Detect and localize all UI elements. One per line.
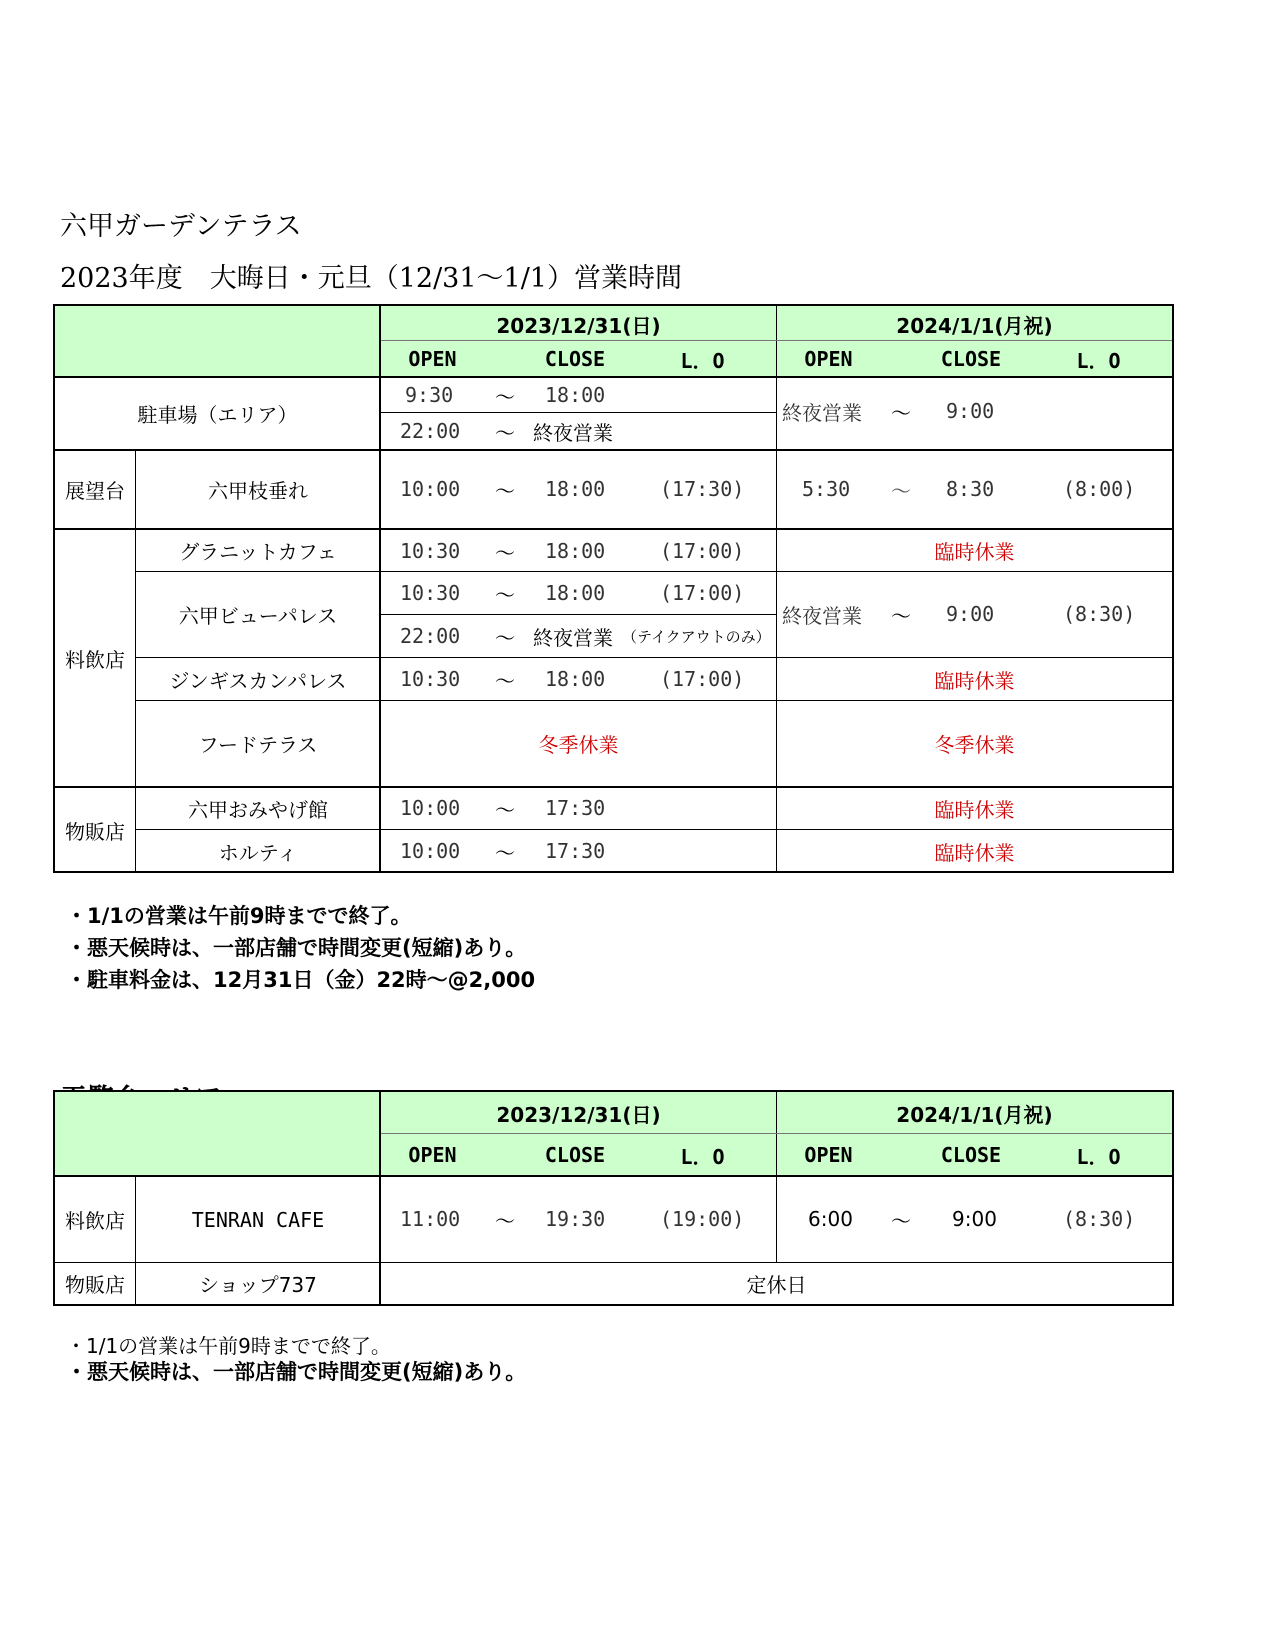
tilde: ～ — [495, 625, 515, 650]
border — [53, 1262, 1174, 1263]
lo-time: (17:00) — [660, 581, 745, 605]
col-open: OPEN — [804, 347, 853, 371]
store-name: 六甲おみやげ館 — [188, 798, 328, 822]
store-name: ショップ737 — [199, 1273, 317, 1297]
lo-time: (17:00) — [660, 539, 745, 563]
category-shops: 物販店 — [65, 819, 125, 844]
store-name: TENRAN CAFE — [191, 1207, 325, 1232]
category-food: 料飲店 — [65, 647, 125, 672]
tilde: ～ — [495, 582, 515, 607]
tilde: ～ — [495, 668, 515, 693]
open-time: 終夜営業 — [782, 603, 862, 628]
note-line: ・駐車料金は、12月31日（金）22時～@2,000 — [66, 968, 536, 992]
date-header-0101: 2024/1/1(月祝) — [896, 313, 1053, 338]
open-time: 11:00 — [400, 1207, 461, 1231]
store-name: フードテラス — [198, 733, 318, 757]
closed-status: 臨時休業 — [934, 668, 1015, 693]
border — [135, 700, 1174, 701]
tilde: ～ — [891, 478, 911, 503]
close-time: 19:30 — [545, 1207, 606, 1231]
parking-d1-open-1: 9:30 — [405, 383, 454, 407]
open-time: 10:30 — [400, 667, 461, 691]
close-time: 9:00 — [946, 602, 995, 626]
note-line: ・1/1の営業は午前9時までで終了。 — [66, 1334, 391, 1358]
col-close: CLOSE — [940, 1143, 1002, 1167]
parking-d2-open: 終夜営業 — [782, 400, 862, 425]
tilde: ～ — [495, 840, 515, 865]
store-name: グラニットカフェ — [179, 540, 337, 564]
closed-status: 臨時休業 — [934, 840, 1015, 865]
store-name: 六甲ビューパレス — [178, 604, 338, 628]
border — [135, 571, 1174, 572]
open-time: 10:30 — [400, 581, 461, 605]
border — [53, 871, 1174, 873]
close-time: 17:30 — [545, 796, 606, 820]
col-close: CLOSE — [544, 1143, 606, 1167]
store-name: ジンギスカンパレス — [169, 668, 347, 693]
border — [135, 449, 136, 873]
regular-holiday: 定休日 — [746, 1273, 807, 1297]
parking-d1-close-1: 18:00 — [545, 383, 606, 407]
category-observatory: 展望台 — [65, 479, 125, 503]
divider — [381, 340, 1172, 341]
border — [381, 614, 776, 615]
parking-d2-close: 9:00 — [946, 399, 995, 423]
tilde: ～ — [495, 384, 515, 409]
close-time: 18:00 — [545, 477, 606, 501]
divider — [381, 1133, 1172, 1134]
page-title: 六甲ガーデンテラス — [60, 211, 302, 242]
border — [53, 449, 1174, 451]
close-time: 18:00 — [545, 539, 606, 563]
tilde: ～ — [495, 540, 515, 565]
parking-d1-open-2: 22:00 — [400, 419, 461, 443]
border — [53, 376, 1174, 378]
page-subtitle: 2023年度 大晦日・元旦（12/31～1/1）営業時間 — [60, 263, 682, 294]
open-time: 5:30 — [802, 477, 851, 501]
col-open: OPEN — [804, 1143, 853, 1167]
border — [135, 657, 1174, 658]
open-time: 10:00 — [400, 796, 461, 820]
closed-status: 臨時休業 — [934, 540, 1015, 564]
close-time: 18:00 — [545, 581, 606, 605]
border — [379, 1090, 381, 1306]
close-time: 8:30 — [946, 477, 995, 501]
open-time: 6:00 — [808, 1207, 853, 1231]
store-name: 六甲枝垂れ — [208, 479, 308, 503]
open-time: 10:30 — [400, 539, 461, 563]
tilde: ～ — [495, 478, 515, 503]
border — [381, 412, 776, 413]
lo-time: (19:00) — [660, 1207, 745, 1231]
closed-status: 冬季休業 — [934, 733, 1015, 757]
col-close: CLOSE — [940, 347, 1002, 371]
col-lo: L．O — [680, 348, 725, 373]
border — [53, 528, 1174, 530]
takeout-note: （テイクアウトのみ） — [622, 627, 771, 646]
tilde: ～ — [891, 1208, 911, 1233]
lo-time: (17:00) — [660, 667, 745, 691]
border — [53, 786, 1174, 788]
closed-status: 冬季休業 — [538, 733, 619, 757]
date-header-1231: 2023/12/31(日) — [496, 313, 661, 338]
open-time: 10:00 — [400, 477, 461, 501]
note-line: ・悪天候時は、一部店舗で時間変更(短縮)あり。 — [66, 936, 527, 960]
tilde: ～ — [891, 603, 911, 628]
closed-status: 臨時休業 — [934, 798, 1015, 822]
store-name: ホルティ — [218, 840, 298, 865]
category-food: 料飲店 — [65, 1209, 125, 1233]
tilde: ～ — [495, 1208, 515, 1233]
border — [53, 1175, 1174, 1177]
lo-time: (8:30) — [1063, 602, 1136, 626]
col-lo: L．O — [680, 1144, 725, 1169]
open-time: 22:00 — [400, 624, 461, 648]
border — [53, 304, 1174, 306]
parking-label: 駐車場（エリア） — [137, 403, 298, 427]
date-header-1231: 2023/12/31(日) — [496, 1102, 661, 1127]
note-line: ・悪天候時は、一部店舗で時間変更(短縮)あり。 — [66, 1360, 527, 1384]
open-time: 10:00 — [400, 839, 461, 863]
border — [135, 829, 1174, 830]
col-open: OPEN — [408, 1143, 457, 1167]
lo-time: (17:30) — [660, 477, 745, 501]
note-line: ・1/1の営業は午前9時までで終了。 — [66, 904, 412, 928]
close-time: 9:00 — [952, 1207, 997, 1231]
border — [53, 1090, 55, 1306]
category-shops: 物販店 — [65, 1273, 125, 1297]
col-lo: L．O — [1076, 1144, 1121, 1169]
border — [53, 1304, 1174, 1306]
close-time: 18:00 — [545, 667, 606, 691]
close-time: 17:30 — [545, 839, 606, 863]
col-close: CLOSE — [544, 347, 606, 371]
tilde: ～ — [495, 797, 515, 822]
lo-time: (8:30) — [1063, 1207, 1136, 1231]
close-time: 終夜営業 — [533, 625, 613, 650]
col-open: OPEN — [408, 347, 457, 371]
border — [1172, 1090, 1174, 1306]
col-lo: L．O — [1076, 348, 1121, 373]
border — [135, 1175, 136, 1305]
tilde: ～ — [495, 420, 515, 445]
parking-d1-close-2: 終夜営業 — [533, 420, 613, 445]
date-header-0101: 2024/1/1(月祝) — [896, 1102, 1053, 1127]
border — [53, 1090, 1174, 1092]
tilde: ～ — [891, 400, 911, 425]
lo-time: (8:00) — [1063, 477, 1136, 501]
